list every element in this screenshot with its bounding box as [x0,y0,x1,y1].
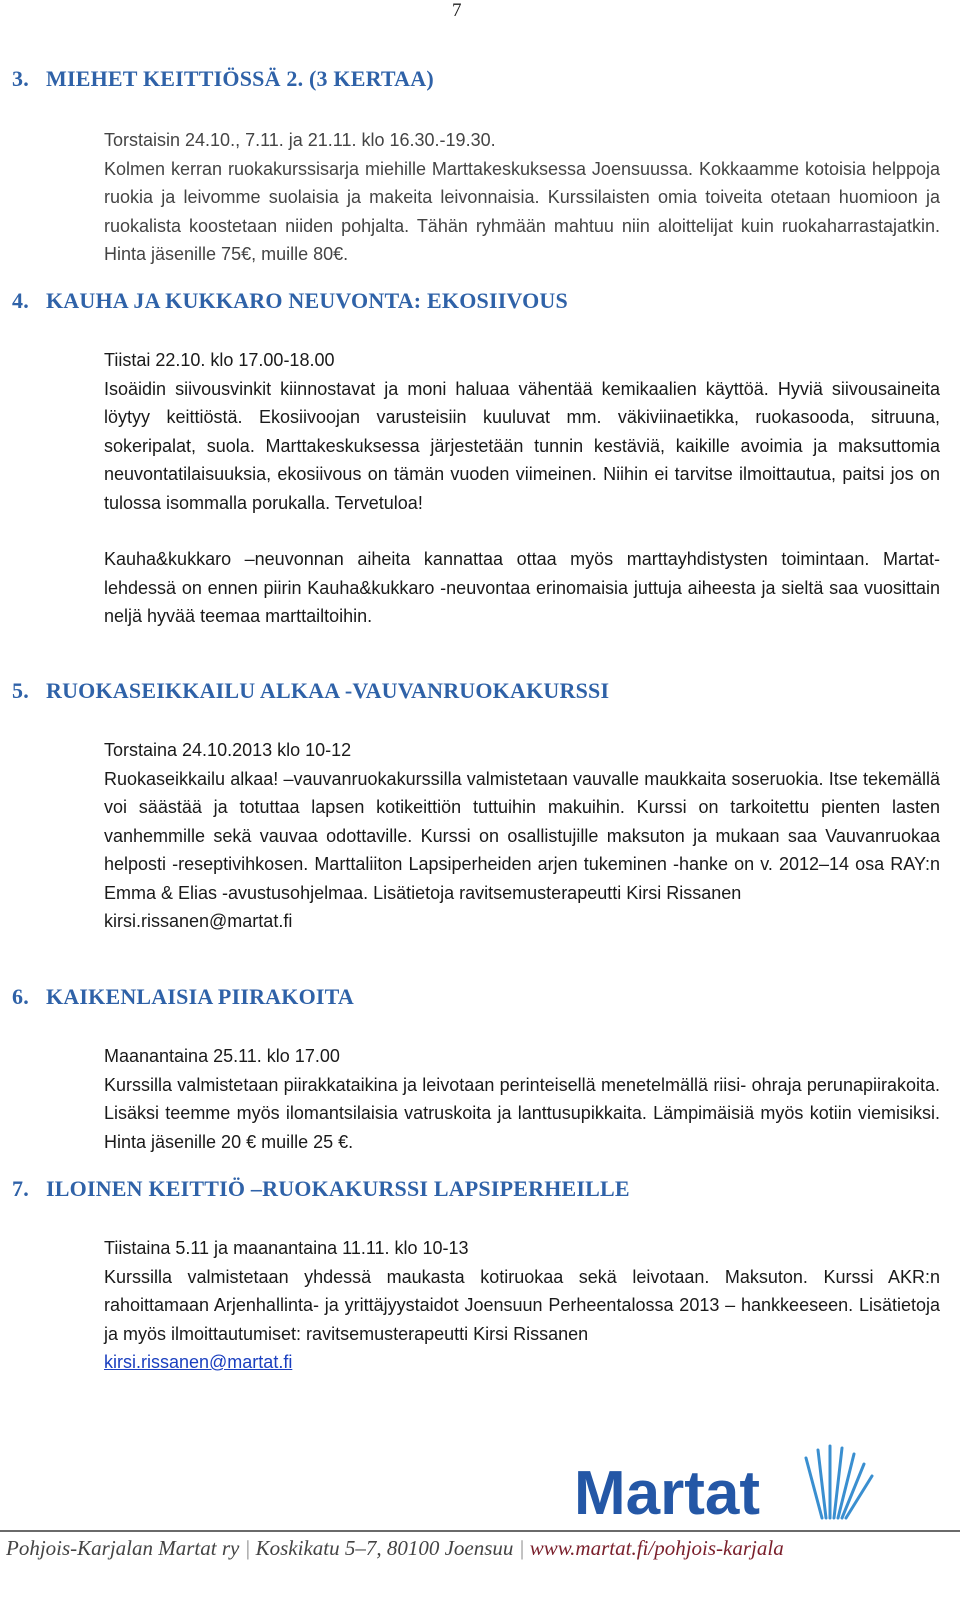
section-body-7 [104,1234,940,1377]
martat-logo [574,1440,914,1530]
logo-text: Martat [574,1459,761,1528]
martat-logo-graphic [574,1440,914,1530]
section-heading-7 [12,1176,630,1202]
section-title: MIEHET KEITTIÖSSÄ 2. (3 KERTAA) [46,66,434,91]
section-text: Kolmen kerran ruokakurssisarja miehille Marttakeskuksessa Joensuussa. Kokkaamme kotoisia helppoja ruokia ja leivomme suolaisia ja makeita leivonnaisia. Kurssilaisten omia toiveita otetaan huomioon ja ruokalista koostetaan niiden pohjalta. Tähän ryhmään mahtuu niin aloittelijat kuin ruokaharrastajatkin. Hinta jäsenille 75€, muille 80€. [104,158,940,264]
footer: Pohjois-Karjalan Martat ry | Koskikatu 5–7, 80100 Joensuu | www.martat.fi/pohjois-karjala [6,1536,784,1560]
section-number: 6. [12,984,29,1009]
section-title: ILOINEN KEITTIÖ –RUOKAKURSSI LAPSIPERHEILLE [46,1176,630,1201]
section-date: Torstaisin 24.10., 7.11. ja 21.11. klo 16.30.-19.30. [104,130,496,150]
email-link[interactable]: kirsi.rissanen@martat.fi [104,1352,293,1372]
section-body-6 [104,1042,940,1156]
section-heading-6 [12,984,354,1010]
section-text: Isoäidin siivousvinkit kiinnostavat ja moni haluaa vähentää kemikaalien käyttöä. Hyviä siivousaineita löytyy keittiöstä. Ekosiivoojan varusteisiin kuuluvat mm. väkiviinaetikka, ruokasooda, sitruuna, sokeripalat, suola. Marttakeskuksessa järjestetään tunnin kestäviä, kaikille avoimia ja maksuttomia neuvontatilaisuuksia, ekosiivous on tämän vuoden viimeinen. Niihin ei tarvitse ilmoittautua, paitsi jos on tulossa isommalla porukalla. Tervetuloa! [104,378,940,513]
section-heading-5 [12,678,609,704]
section-number: 4. [12,288,29,313]
section-text: Ruokaseikkailu alkaa! –vauvanruokakurssilla valmistetaan vauvalle maukkaita soseruokia. Itse tekemällä voi säästää ja totuttaa lapsen kotikeittiön tuttuihin makuihin. Kurssi on tarkoitettu pienten lasten vanhemmille sekä vauvaa odottaville. Kurssi on osallistujille maksuton ja mukaan saa Vauvanruokaa helposti -reseptivihkosen. Marttaliiton Lapsiperheiden arjen tukeminen -hanke on v. 2012–14 osa RAY:n Emma & Elias -avustusohjelmaa. Lisätietoja ravitsemusterapeutti Kirsi Rissanen [104,768,940,903]
section-date: Tiistaina 5.11 ja maanantaina 11.11. klo 10-13 [104,1238,469,1258]
section-title: KAUHA JA KUKKARO NEUVONTA: EKOSIIVOUS [46,288,568,313]
section-date: Tiistai 22.10. klo 17.00-18.00 [104,350,335,370]
footer-divider [0,1530,960,1532]
section-text: Kurssilla valmistetaan piirakkataikina ja leivotaan perinteisellä menetelmällä riisi- ohraja perunapiirakoita. Lisäksi teemme myös ilomantsilaisia vatruskoita ja lanttusupikkaita. Lämpimäisiä myös kotiin viemisiksi. Hinta jäsenille 20 € muille 25 €. [104,1074,940,1152]
section-body-3 [104,126,940,269]
section-title: KAIKENLAISIA PIIRAKOITA [46,984,354,1009]
section-number: 5. [12,678,29,703]
section-body-4 [104,346,940,631]
section-heading-4 [12,288,568,314]
section-text: Kauha&kukkaro –neuvonnan aiheita kannattaa ottaa myös marttayhdistysten toimintaan. Martat-lehdessä on ennen piirin Kauha&kukkaro -neuvontaa erinomaisia juttuja aiheesta ja sieltä saa vuosittain neljä hyvää teemaa marttailtoihin. [104,549,940,626]
footer-address: Koskikatu 5–7, 80100 Joensuu [255,1536,514,1560]
footer-url[interactable]: www.martat.fi/pohjois-karjala [529,1536,784,1560]
section-date: Maanantaina 25.11. klo 17.00 [104,1046,340,1066]
section-text: Kurssilla valmistetaan yhdessä maukasta kotiruokaa sekä leivotaan. Maksuton. Kurssi AKR:n rahoittamaan Arjenhallinta- ja yrittäjyystaidot Joensuun Perheentalossa 2013 – hankkeeseen. Lisätietoja ja myös ilmoittautumiset: ravitsemusterapeutti Kirsi Rissanen [104,1266,940,1344]
section-date: Torstaina 24.10.2013 klo 10-12 [104,740,352,760]
section-title: RUOKASEIKKAILU ALKAA -VAUVANRUOKAKURSSI [46,678,610,703]
section-number: 7. [12,1176,29,1201]
page-number: 7 [452,0,462,21]
contact-email: kirsi.rissanen@martat.fi [104,911,293,931]
section-heading-3 [12,66,434,92]
footer-org: Pohjois-Karjalan Martat ry [6,1536,240,1560]
section-number: 3. [12,66,29,91]
section-body-5 [104,736,940,936]
